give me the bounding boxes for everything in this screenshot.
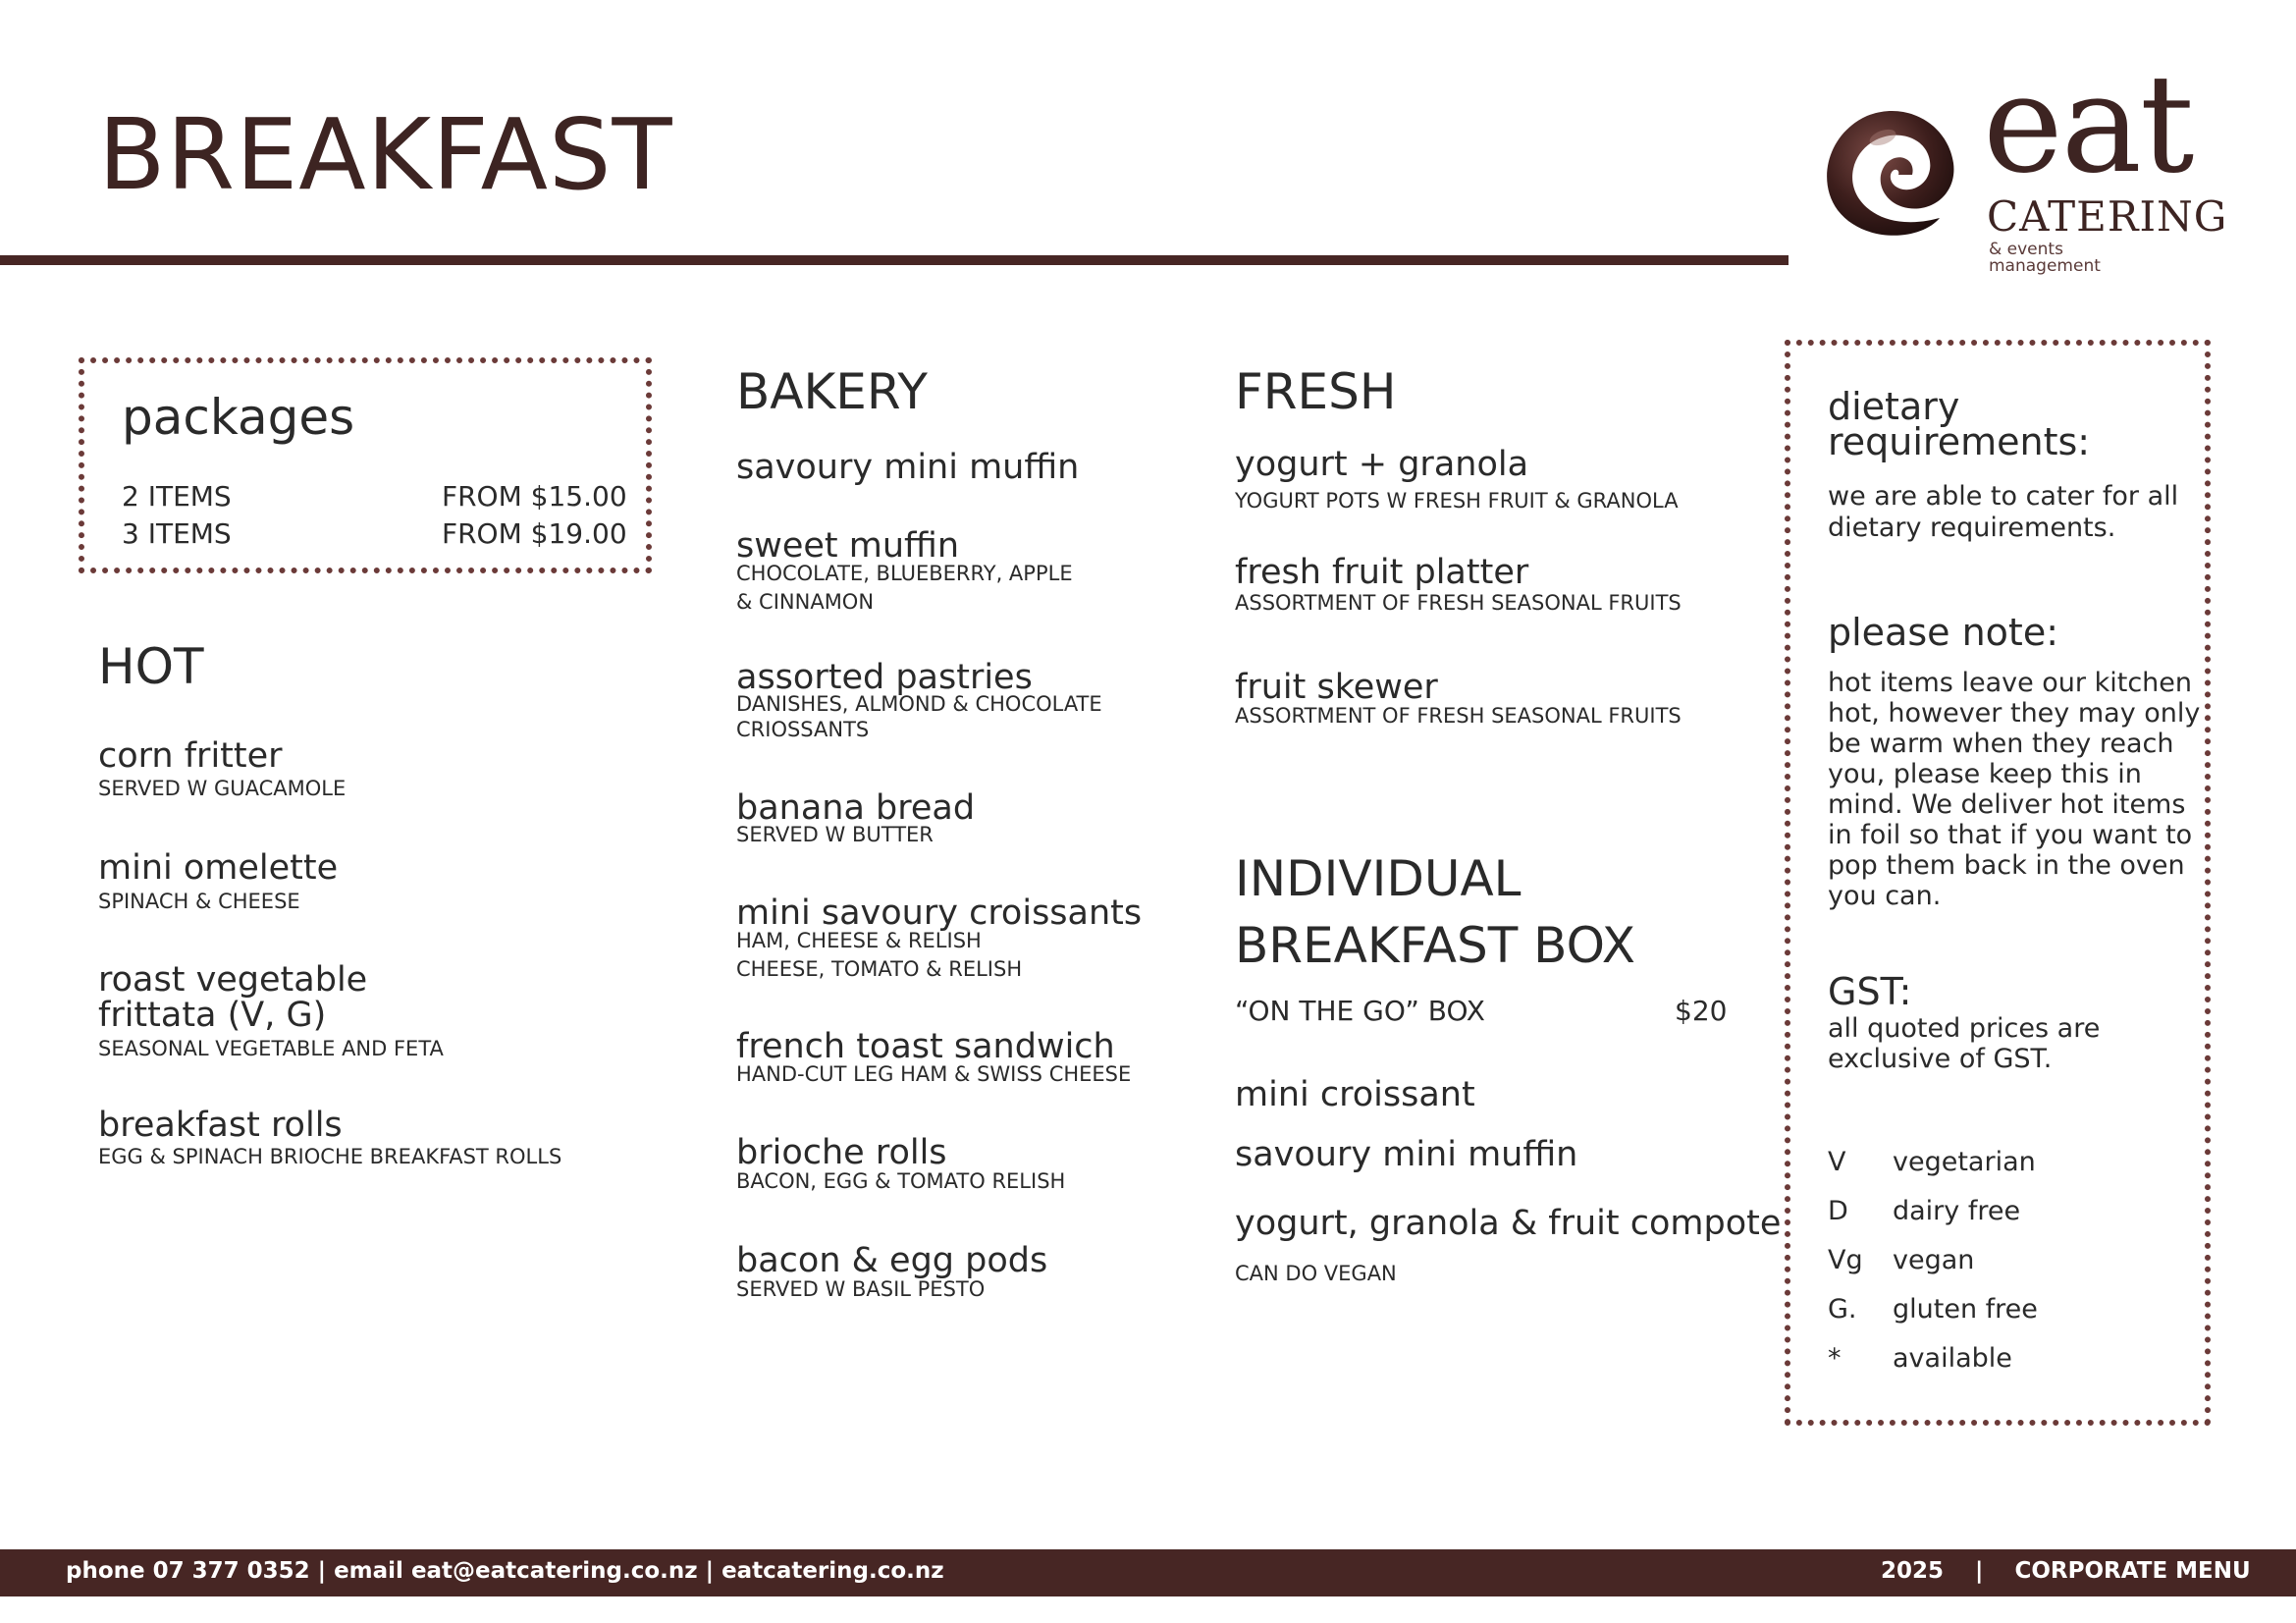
- menu-item-desc: & CINNAMON: [736, 590, 875, 614]
- note-text: you can.: [1828, 881, 1942, 911]
- menu-item-name: breakfast rolls: [98, 1106, 343, 1145]
- note-text: you, please keep this in: [1828, 759, 2142, 789]
- fresh-heading: FRESH: [1235, 363, 1397, 420]
- footer-contact: phone 07 377 0352 | email eat@eatcatering.co.nz | eatcatering.co.nz: [66, 1558, 944, 1584]
- gst-text: all quoted prices are: [1828, 1013, 2101, 1044]
- menu-item-name: savoury mini muffin: [736, 448, 1080, 487]
- box-label: “ON THE GO” BOX: [1235, 995, 1485, 1027]
- logo-wordmark: eat: [1983, 45, 2193, 203]
- box-item: yogurt, granola & fruit compote: [1235, 1204, 1782, 1243]
- menu-item-desc: YOGURT POTS W FRESH FRUIT & GRANOLA: [1235, 489, 1679, 513]
- legend-code: Vg: [1828, 1245, 1863, 1275]
- box-heading: BREAKFAST BOX: [1235, 917, 1636, 974]
- header-rule: [0, 255, 1789, 265]
- note-heading: please note:: [1828, 611, 2059, 654]
- page-title: BREAKFAST: [98, 97, 673, 212]
- gst-text: exclusive of GST.: [1828, 1044, 2053, 1074]
- packages-heading: packages: [122, 389, 355, 446]
- bakery-heading: BAKERY: [736, 363, 928, 420]
- note-text: hot, however they may only: [1828, 698, 2201, 729]
- menu-item-desc: SERVED W BASIL PESTO: [736, 1277, 986, 1301]
- box-note: CAN DO VEGAN: [1235, 1262, 1397, 1285]
- legend-meaning: dairy free: [1893, 1196, 2021, 1226]
- menu-item-name: frittata (V, G): [98, 996, 327, 1035]
- menu-item-desc: HAM, CHEESE & RELISH: [736, 929, 982, 952]
- legend-code: *: [1828, 1343, 1842, 1374]
- menu-item-name: bacon & egg pods: [736, 1241, 1048, 1280]
- menu-item-name: roast vegetable: [98, 960, 368, 1000]
- menu-item-name: fresh fruit platter: [1235, 553, 1529, 592]
- logo-tagline: & events management: [1989, 240, 2101, 276]
- menu-item-name: french toast sandwich: [736, 1027, 1115, 1066]
- dietary-heading: dietary: [1828, 385, 1960, 428]
- note-text: pop them back in the oven: [1828, 850, 2185, 881]
- menu-item-desc: BACON, EGG & TOMATO RELISH: [736, 1169, 1066, 1193]
- package-row-label: 3 ITEMS: [122, 517, 232, 550]
- footer-bar: [0, 1549, 2296, 1596]
- menu-item-name: corn fritter: [98, 736, 283, 776]
- logo-catering-text: CATERING: [1987, 192, 2228, 241]
- menu-item-desc: CHEESE, TOMATO & RELISH: [736, 957, 1023, 981]
- footer-menu-label: 2025 | CORPORATE MENU: [1881, 1558, 2251, 1584]
- menu-item-desc: SERVED W GUACAMOLE: [98, 777, 347, 800]
- menu-item-name: assorted pastries: [736, 658, 1033, 697]
- menu-item-name: mini savoury croissants: [736, 893, 1143, 933]
- legend-meaning: vegan: [1893, 1245, 1975, 1275]
- package-row-price: FROM $15.00: [442, 480, 627, 513]
- dietary-text: we are able to cater for all: [1828, 481, 2179, 512]
- menu-item-name: brioche rolls: [736, 1133, 947, 1172]
- note-text: mind. We deliver hot items: [1828, 789, 2186, 820]
- menu-item-name: mini omelette: [98, 848, 339, 888]
- menu-item-desc: CRIOSSANTS: [736, 718, 870, 741]
- note-text: hot items leave our kitchen: [1828, 668, 2192, 698]
- menu-item-desc: SEASONAL VEGETABLE AND FETA: [98, 1037, 444, 1060]
- box-item: savoury mini muffin: [1235, 1135, 1578, 1174]
- note-text: in foil so that if you want to: [1828, 820, 2193, 850]
- packages-box: [79, 357, 652, 573]
- menu-item-desc: EGG & SPINACH BRIOCHE BREAKFAST ROLLS: [98, 1145, 562, 1168]
- menu-item-desc: ASSORTMENT OF FRESH SEASONAL FRUITS: [1235, 704, 1682, 728]
- menu-item-desc: CHOCOLATE, BLUEBERRY, APPLE: [736, 562, 1073, 585]
- menu-item-desc: ASSORTMENT OF FRESH SEASONAL FRUITS: [1235, 591, 1682, 615]
- package-row-price: FROM $19.00: [442, 517, 627, 550]
- package-row-label: 2 ITEMS: [122, 480, 232, 513]
- legend-meaning: available: [1893, 1343, 2012, 1374]
- legend-meaning: gluten free: [1893, 1294, 2038, 1325]
- info-sidebar: [1785, 340, 2211, 1426]
- dietary-heading: requirements:: [1828, 420, 2091, 463]
- note-text: be warm when they reach: [1828, 729, 2174, 759]
- legend-code: D: [1828, 1196, 1848, 1226]
- menu-item-desc: HAND-CUT LEG HAM & SWISS CHEESE: [736, 1062, 1132, 1086]
- legend-code: V: [1828, 1147, 1846, 1177]
- menu-item-name: fruit skewer: [1235, 668, 1438, 707]
- legend-meaning: vegetarian: [1893, 1147, 2036, 1177]
- menu-item-desc: DANISHES, ALMOND & CHOCOLATE: [736, 692, 1102, 716]
- swirl-logo-icon: [1814, 94, 1971, 251]
- dietary-text: dietary requirements.: [1828, 513, 2116, 543]
- menu-item-name: banana bread: [736, 788, 976, 828]
- hot-heading: HOT: [98, 638, 204, 695]
- menu-item-desc: SPINACH & CHEESE: [98, 890, 300, 913]
- menu-item-name: sweet muffin: [736, 526, 960, 566]
- gst-heading: GST:: [1828, 970, 1912, 1013]
- box-heading: INDIVIDUAL: [1235, 850, 1522, 907]
- menu-item-name: yogurt + granola: [1235, 445, 1529, 484]
- box-item: mini croissant: [1235, 1075, 1475, 1114]
- menu-item-desc: SERVED W BUTTER: [736, 823, 934, 846]
- box-price: $20: [1675, 995, 1728, 1027]
- legend-code: G.: [1828, 1294, 1857, 1325]
